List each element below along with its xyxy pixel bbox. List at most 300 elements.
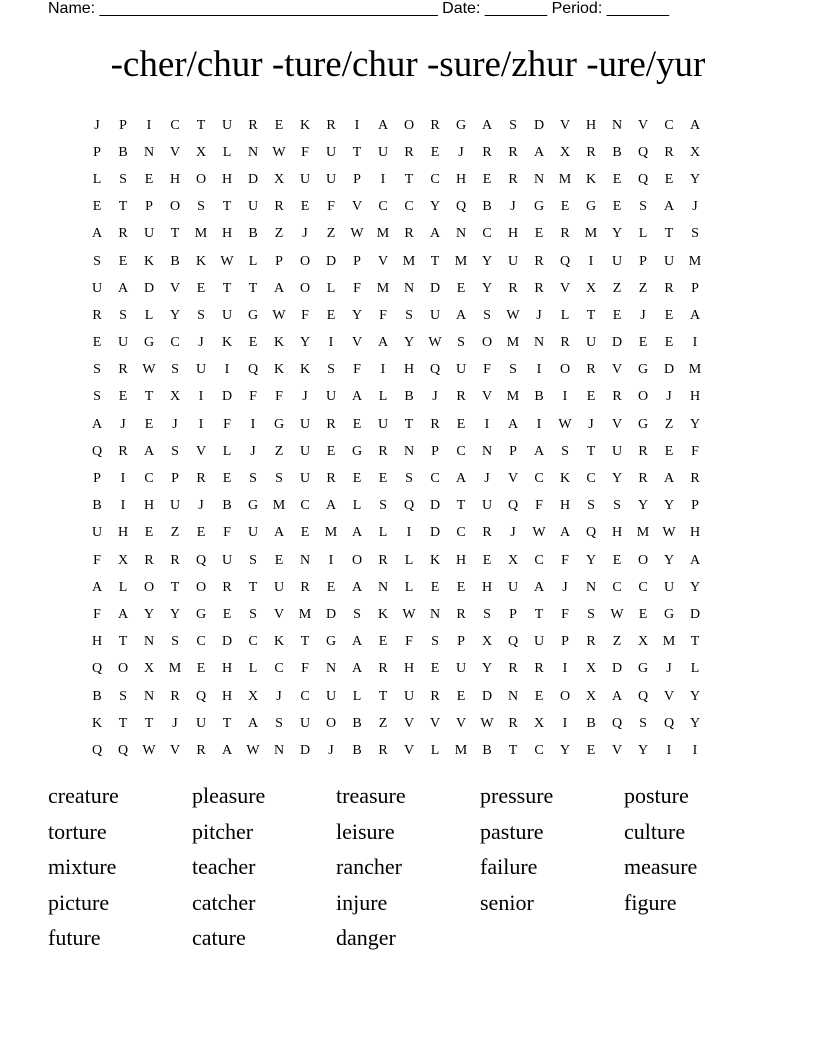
grid-row	[84, 683, 734, 710]
grid-letter: C	[664, 117, 674, 133]
grid-letter: I	[562, 661, 568, 677]
grid-letter: U	[377, 144, 389, 160]
grid-letter: F	[483, 362, 491, 378]
grid-letter: W	[662, 525, 676, 541]
grid-letter: C	[534, 471, 544, 487]
grid-letter: L	[404, 552, 414, 568]
grid-letter: R	[118, 362, 128, 378]
grid-letter: C	[196, 634, 206, 650]
grid-letter: X	[169, 389, 181, 405]
grid-letter: M	[298, 606, 312, 622]
grid-letter: F	[301, 307, 309, 323]
grid-row	[84, 112, 734, 139]
grid-letter: H	[403, 362, 415, 378]
grid-letter: C	[456, 443, 466, 459]
grid-letter: R	[118, 226, 128, 242]
grid-letter: I	[692, 742, 698, 758]
grid-letter: Y	[585, 552, 597, 568]
grid-letter: S	[587, 606, 595, 622]
grid-letter: U	[455, 661, 467, 677]
grid-letter: Y	[481, 661, 493, 677]
grid-letter: R	[560, 226, 570, 242]
grid-letter: M	[376, 280, 390, 296]
grid-letter: E	[664, 335, 674, 351]
grid-letter: T	[404, 171, 414, 187]
grid-letter: U	[325, 144, 337, 160]
grid-letter: R	[508, 171, 518, 187]
grid-letter: E	[378, 471, 388, 487]
grid-letter: O	[195, 579, 207, 595]
grid-letter: X	[117, 552, 129, 568]
grid-letter: R	[430, 117, 440, 133]
grid-letter: N	[247, 144, 259, 160]
grid-letter: R	[612, 389, 622, 405]
grid-letter: X	[689, 144, 701, 160]
word-bank-item: creature	[48, 783, 119, 808]
grid-letter: S	[691, 226, 699, 242]
grid-letter: Q	[611, 715, 623, 731]
grid-letter: S	[249, 552, 257, 568]
grid-letter: Z	[326, 226, 336, 242]
grid-letter: D	[221, 389, 233, 405]
grid-letter: R	[300, 579, 310, 595]
grid-letter: W	[558, 416, 572, 432]
grid-letter: D	[481, 688, 493, 704]
grid-letter: S	[639, 199, 647, 215]
grid-letter: Y	[689, 579, 701, 595]
grid-letter: C	[638, 579, 648, 595]
grid-letter: O	[325, 715, 337, 731]
grid-letter: J	[172, 416, 178, 432]
grid-letter: W	[532, 525, 546, 541]
grid-letter: X	[247, 688, 259, 704]
grid-letter: S	[327, 362, 335, 378]
grid-letter: H	[221, 688, 233, 704]
grid-letter: E	[352, 471, 362, 487]
grid-letter: P	[353, 253, 361, 269]
grid-letter: Q	[559, 253, 571, 269]
grid-letter: Q	[247, 362, 259, 378]
grid-letter: N	[325, 661, 337, 677]
grid-letter: Z	[378, 715, 388, 731]
grid-letter: I	[666, 742, 672, 758]
grid-letter: A	[533, 579, 545, 595]
grid-letter: F	[223, 525, 231, 541]
grid-letter: L	[352, 498, 362, 514]
grid-letter: K	[559, 471, 571, 487]
grid-letter: Q	[663, 715, 675, 731]
grid-letter: C	[144, 471, 154, 487]
grid-letter: E	[560, 199, 570, 215]
grid-letter: F	[223, 416, 231, 432]
grid-letter: R	[560, 335, 570, 351]
grid-letter: D	[247, 171, 259, 187]
grid-letter: A	[377, 335, 389, 351]
grid-row	[84, 275, 734, 302]
worksheet-title: -cher/chur -ture/chur -sure/zhur -ure/yur	[110, 44, 706, 85]
grid-letter: Q	[507, 634, 519, 650]
grid-letter: E	[430, 144, 440, 160]
grid-letter: E	[456, 579, 466, 595]
grid-letter: A	[351, 634, 363, 650]
grid-letter: G	[663, 606, 675, 622]
grid-letter: B	[118, 144, 128, 160]
grid-letter: U	[611, 443, 623, 459]
grid-letter: A	[351, 661, 363, 677]
grid-letter: R	[248, 117, 258, 133]
grid-letter: Q	[195, 552, 207, 568]
grid-letter: Y	[351, 307, 363, 323]
grid-letter: D	[221, 634, 233, 650]
grid-letter: T	[222, 280, 232, 296]
grid-letter: F	[327, 199, 335, 215]
grid-letter: U	[325, 171, 337, 187]
grid-letter: C	[534, 552, 544, 568]
grid-letter: R	[378, 552, 388, 568]
grid-letter: E	[430, 579, 440, 595]
word-bank-item: rancher	[336, 854, 402, 880]
grid-letter: I	[562, 389, 568, 405]
grid-letter: S	[249, 471, 257, 487]
grid-letter: X	[585, 661, 597, 677]
grid-letter: E	[326, 307, 336, 323]
grid-letter: L	[248, 253, 258, 269]
grid-letter: R	[430, 688, 440, 704]
word-bank-item: mixture	[48, 854, 117, 880]
grid-letter: O	[637, 389, 649, 405]
grid-letter: R	[326, 471, 336, 487]
grid-letter: I	[588, 253, 594, 269]
word-bank-item: pressure	[480, 783, 554, 808]
grid-letter: A	[689, 307, 701, 323]
grid-letter: B	[222, 498, 232, 514]
grid-letter: D	[663, 362, 675, 378]
word-bank-item: cature	[192, 925, 246, 951]
grid-letter: X	[585, 688, 597, 704]
grid-letter: Y	[637, 498, 649, 514]
grid-letter: N	[611, 117, 623, 133]
grid-row	[84, 166, 734, 193]
grid-letter: A	[325, 498, 337, 514]
grid-letter: E	[248, 335, 258, 351]
grid-letter: V	[611, 416, 623, 432]
grid-letter: M	[558, 171, 572, 187]
grid-letter: I	[380, 362, 386, 378]
grid-letter: S	[171, 443, 179, 459]
grid-letter: V	[195, 443, 207, 459]
grid-letter: D	[143, 280, 155, 296]
grid-letter: E	[352, 416, 362, 432]
grid-letter: J	[692, 199, 698, 215]
grid-letter: B	[352, 715, 362, 731]
grid-letter: E	[274, 117, 284, 133]
grid-letter: Q	[429, 362, 441, 378]
grid-letter: J	[198, 498, 204, 514]
grid-row	[84, 384, 734, 411]
grid-letter: N	[403, 443, 415, 459]
grid-letter: E	[118, 389, 128, 405]
grid-letter: J	[536, 307, 542, 323]
grid-row	[84, 465, 734, 492]
grid-letter: F	[275, 389, 283, 405]
grid-letter: V	[637, 117, 649, 133]
grid-letter: C	[456, 525, 466, 541]
grid-letter: J	[666, 389, 672, 405]
word-bank-item: catcher	[192, 889, 256, 915]
grid-letter: M	[688, 362, 702, 378]
grid-letter: A	[351, 525, 363, 541]
grid-letter: H	[585, 117, 597, 133]
grid-letter: S	[613, 498, 621, 514]
grid-letter: G	[637, 362, 649, 378]
grid-letter: R	[638, 471, 648, 487]
grid-letter: E	[664, 171, 674, 187]
grid-letter: P	[509, 443, 517, 459]
grid-letter: U	[299, 443, 311, 459]
grid-letter: H	[117, 525, 129, 541]
grid-letter: L	[378, 525, 388, 541]
grid-letter: E	[534, 688, 544, 704]
grid-letter: J	[198, 335, 204, 351]
grid-letter: R	[196, 471, 206, 487]
grid-row	[84, 139, 734, 166]
grid-letter: R	[404, 144, 414, 160]
grid-letter: P	[93, 471, 101, 487]
grid-letter: K	[585, 171, 597, 187]
grid-letter: U	[299, 715, 311, 731]
grid-letter: V	[455, 715, 467, 731]
grid-letter: B	[586, 715, 596, 731]
grid-letter: J	[302, 389, 308, 405]
grid-letter: E	[612, 171, 622, 187]
grid-letter: Y	[663, 552, 675, 568]
grid-letter: E	[664, 307, 674, 323]
grid-row	[84, 574, 734, 601]
grid-letter: K	[429, 552, 441, 568]
grid-letter: Y	[481, 280, 493, 296]
grid-letter: H	[143, 498, 155, 514]
grid-letter: R	[664, 144, 674, 160]
word-bank-item: measure	[624, 854, 698, 880]
grid-letter: C	[482, 226, 492, 242]
grid-letter: H	[689, 525, 701, 541]
grid-letter: G	[585, 199, 597, 215]
grid-letter: I	[224, 362, 230, 378]
grid-letter: U	[403, 688, 415, 704]
grid-letter: N	[143, 634, 155, 650]
grid-letter: O	[403, 117, 415, 133]
grid-letter: A	[91, 416, 103, 432]
grid-letter: W	[350, 226, 364, 242]
grid-row	[84, 357, 734, 384]
grid-letter: J	[250, 443, 256, 459]
grid-letter: M	[584, 226, 598, 242]
grid-letter: U	[299, 416, 311, 432]
grid-letter: R	[508, 715, 518, 731]
grid-letter: H	[403, 661, 415, 677]
grid-letter: N	[507, 688, 519, 704]
grid-letter: R	[378, 742, 388, 758]
grid-letter: Y	[637, 742, 649, 758]
grid-letter: E	[144, 525, 154, 541]
grid-letter: A	[533, 144, 545, 160]
grid-letter: G	[195, 606, 207, 622]
grid-letter: H	[559, 498, 571, 514]
grid-letter: Q	[195, 688, 207, 704]
grid-letter: Z	[274, 443, 284, 459]
grid-letter: S	[483, 606, 491, 622]
grid-letter: I	[562, 715, 568, 731]
grid-letter: B	[482, 742, 492, 758]
grid-row	[84, 547, 734, 574]
grid-letter: T	[144, 715, 154, 731]
grid-letter: M	[454, 253, 468, 269]
grid-letter: E	[196, 280, 206, 296]
grid-letter: X	[559, 144, 571, 160]
grid-letter: W	[428, 335, 442, 351]
grid-letter: E	[534, 226, 544, 242]
grid-letter: C	[274, 661, 284, 677]
grid-letter: E	[482, 552, 492, 568]
grid-letter: H	[455, 552, 467, 568]
grid-letter: A	[117, 606, 129, 622]
grid-letter: S	[93, 362, 101, 378]
grid-row	[84, 710, 734, 737]
grid-letter: P	[457, 634, 465, 650]
grid-letter: Y	[169, 606, 181, 622]
word-bank-item: injure	[336, 889, 388, 915]
grid-letter: B	[92, 498, 102, 514]
grid-letter: R	[430, 416, 440, 432]
grid-letter: J	[94, 117, 100, 133]
grid-letter: P	[275, 253, 283, 269]
grid-letter: G	[247, 498, 259, 514]
grid-row	[84, 737, 734, 764]
grid-letter: Y	[611, 471, 623, 487]
grid-letter: C	[170, 335, 180, 351]
grid-letter: C	[586, 471, 596, 487]
grid-letter: T	[534, 606, 544, 622]
grid-letter: N	[377, 579, 389, 595]
grid-letter: M	[194, 226, 208, 242]
grid-letter: E	[456, 688, 466, 704]
grid-letter: V	[377, 253, 389, 269]
grid-letter: P	[353, 171, 361, 187]
grid-letter: E	[300, 199, 310, 215]
grid-letter: O	[299, 280, 311, 296]
grid-letter: I	[198, 389, 204, 405]
grid-letter: T	[586, 307, 596, 323]
grid-letter: S	[119, 307, 127, 323]
word-bank-item: leisure	[336, 818, 395, 844]
grid-letter: S	[405, 471, 413, 487]
grid-letter: B	[170, 253, 180, 269]
grid-letter: C	[404, 199, 414, 215]
grid-letter: A	[559, 525, 571, 541]
grid-letter: S	[457, 335, 465, 351]
grid-letter: O	[299, 253, 311, 269]
grid-letter: K	[273, 634, 285, 650]
grid-letter: A	[429, 226, 441, 242]
grid-letter: W	[142, 362, 156, 378]
grid-letter: S	[197, 307, 205, 323]
grid-letter: V	[611, 362, 623, 378]
grid-letter: O	[117, 661, 129, 677]
grid-letter: S	[171, 634, 179, 650]
grid-letter: K	[195, 253, 207, 269]
grid-letter: V	[351, 335, 363, 351]
grid-letter: P	[509, 606, 517, 622]
grid-letter: F	[93, 606, 101, 622]
grid-row	[84, 411, 734, 438]
grid-letter: F	[353, 280, 361, 296]
grid-letter: C	[430, 171, 440, 187]
grid-letter: U	[325, 688, 337, 704]
grid-letter: E	[586, 742, 596, 758]
grid-letter: S	[561, 443, 569, 459]
grid-letter: A	[663, 199, 675, 215]
grid-letter: R	[378, 661, 388, 677]
grid-letter: O	[481, 335, 493, 351]
grid-letter: U	[611, 253, 623, 269]
grid-letter: V	[403, 742, 415, 758]
grid-letter: I	[692, 335, 698, 351]
grid-letter: R	[508, 144, 518, 160]
grid-letter: A	[689, 552, 701, 568]
grid-letter: C	[430, 471, 440, 487]
grid-letter: R	[638, 443, 648, 459]
grid-letter: Y	[689, 715, 701, 731]
grid-letter: E	[92, 199, 102, 215]
grid-letter: Z	[274, 226, 284, 242]
grid-letter: Z	[638, 280, 648, 296]
grid-letter: R	[508, 661, 518, 677]
grid-letter: B	[534, 389, 544, 405]
grid-letter: E	[118, 253, 128, 269]
grid-letter: H	[689, 389, 701, 405]
grid-letter: M	[662, 634, 676, 650]
grid-letter: O	[559, 688, 571, 704]
grid-letter: B	[482, 199, 492, 215]
grid-letter: E	[196, 661, 206, 677]
grid-letter: N	[273, 742, 285, 758]
word-bank-item: teacher	[192, 854, 256, 880]
grid-letter: C	[612, 579, 622, 595]
grid-letter: T	[248, 579, 258, 595]
grid-row	[84, 656, 734, 683]
grid-letter: L	[92, 171, 102, 187]
grid-letter: B	[404, 389, 414, 405]
grid-letter: T	[222, 199, 232, 215]
grid-letter: Y	[403, 335, 415, 351]
grid-letter: M	[688, 253, 702, 269]
grid-letter: S	[587, 498, 595, 514]
grid-letter: D	[429, 280, 441, 296]
grid-letter: X	[273, 171, 285, 187]
grid-row	[84, 302, 734, 329]
grid-letter: T	[378, 688, 388, 704]
grid-letter: S	[509, 117, 517, 133]
grid-letter: T	[690, 634, 700, 650]
grid-letter: U	[117, 335, 129, 351]
grid-letter: I	[484, 416, 490, 432]
grid-letter: M	[506, 389, 520, 405]
grid-letter: U	[533, 634, 545, 650]
grid-row	[84, 194, 734, 221]
grid-letter: A	[689, 117, 701, 133]
grid-letter: P	[119, 117, 127, 133]
grid-letter: L	[404, 579, 414, 595]
